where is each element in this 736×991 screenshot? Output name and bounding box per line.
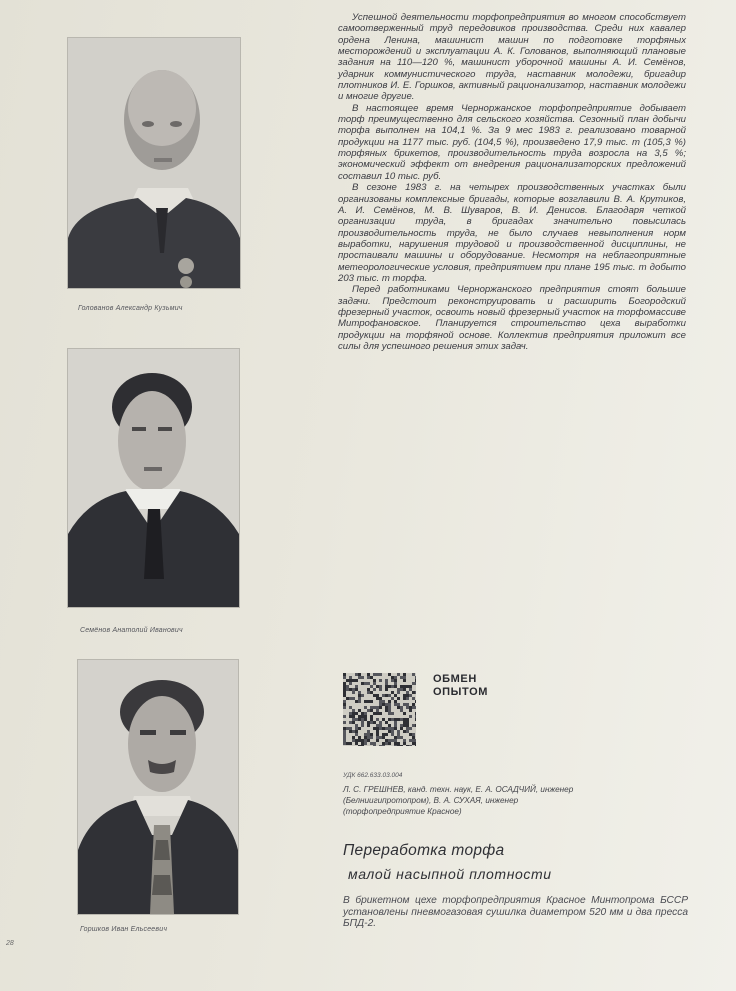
article-paragraph: В настоящее время Черноржанское торфопредприятие добывает торф преимущественно для сельского хозяйства. Сезонный план добычи торфа выполнен на 104,1 %. За 9 мес 1983 г. реализовано товарной продукции на 1177 тыс. руб. (104,5 %), произведено 17,9 тыс. т (105,3 %) торфяных брикетов, производительность труда возросла на 3,5 %; экономический эффект от внедрения рационализаторских предложений составил 10 тыс. руб. — [338, 102, 686, 182]
authors-line-3: (торфопредприятие Красное) — [343, 807, 462, 816]
page-number: 28 — [6, 940, 14, 947]
udk-code: УДК 662.633.03.004 — [343, 772, 403, 779]
article-subtitle: малой насыпной плотности — [348, 866, 552, 882]
article-title: Переработка торфа — [343, 842, 505, 859]
article-paragraph: В сезоне 1983 г. на четырех производственных участках были организованы комплексные бригады, которые возглавили В. А. Крутиков, А. И. Семёнов, М. В. Шуваров, В. И. Денисов. Благодаря четкой организации труда, в бригадах значительно повысилась производительность труда, не было случаев невыполнения норм выработки, нарушения трудовой и производственной дисциплины, не простаивали машины и оборудование. Несмотря на неблагоприятные метеорологические условия, предприятием при плане 195 тыс. т добыто 203 тыс. т торфа. — [338, 182, 686, 284]
section-rubric — [433, 673, 488, 699]
portrait-photo-1 — [67, 37, 241, 289]
portrait-photo-2 — [67, 348, 240, 608]
rubric-line-2: ОПЫТОМ — [433, 686, 488, 698]
portrait-image — [68, 38, 240, 288]
article-lead: В брикетном цехе торфопредприятия Красное Минтопрома БССР установлены пневмогазовая сушилка диаметром 520 мм и два пресса БПД-2. — [343, 895, 688, 930]
portrait-image — [78, 660, 238, 914]
rubric-line-1: ОБМЕН — [433, 673, 477, 685]
portrait-caption-1: Голованов Александр Кузьмич — [78, 305, 183, 312]
portrait-photo-3 — [77, 659, 239, 915]
authors-block — [343, 784, 688, 817]
portrait-caption-3: Горшков Иван Ельсеевич — [80, 926, 168, 933]
portrait-image — [68, 349, 239, 607]
authors-line-1: Л. С. ГРЕШНЕВ, канд. техн. наук, Е. А. ОСАДЧИЙ, инженер — [343, 785, 574, 794]
article-paragraph: Успешной деятельности торфопредприятия во многом способствует самоотверженный труд передовиков производства. Среди них кавалер ордена Ленина, машинист машин по подготовке торфяных месторождений и эксплуатации А. К. Голованов, выполняющий плановые задания на 110—120 %, машинист уборочной машины А. И. Семёнов, ударник коммунистического труда, наставник молодежи, бригадир плотников И. Е. Горшков, активный рационализатор, наставник молодежи и многие другие. — [338, 12, 686, 103]
rubric-pattern-icon — [343, 673, 416, 746]
portrait-caption-2: Семёнов Анатолий Иванович — [80, 627, 183, 634]
article-body — [338, 12, 686, 352]
article-paragraph: Перед работниками Черноржанского предприятия стоят большие задачи. Предстоит реконструировать и расширить Богородский фрезерный участок, освоить новый фрезерный участок на торфомассиве Митрофановское. Планируется строительство цеха выработки продукции на торфяной основе. Коллектив предприятия приложит все силы для успешного решения этих задач. — [338, 284, 686, 352]
authors-line-2: (Белниигипротопром), В. А. СУХАЯ, инженер — [343, 796, 519, 805]
